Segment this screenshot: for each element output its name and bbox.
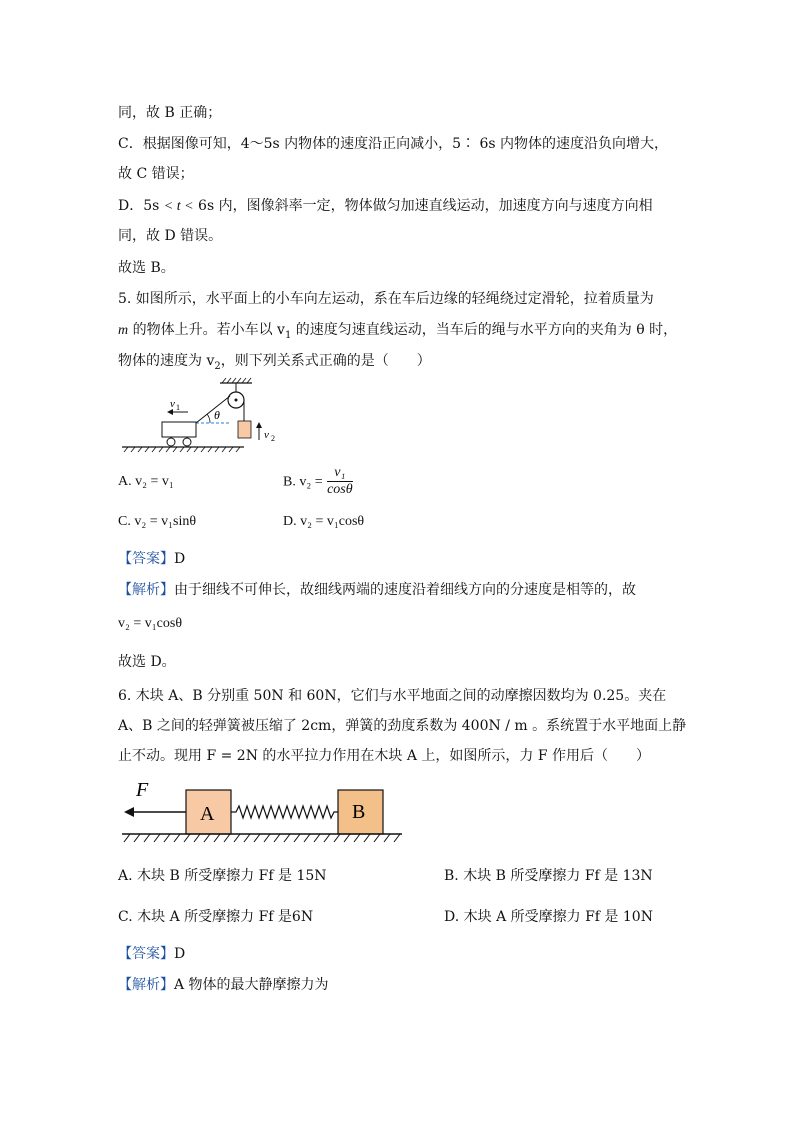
text-seg: ，则下列关系式正确的是（ ） — [220, 353, 431, 369]
answer-tag: 【答案】 — [118, 946, 174, 962]
option-d[interactable]: D. v₂ = v₁cosθ — [283, 514, 365, 529]
option-a[interactable]: A. 木块 B 所受摩擦力 Ff 是 15N — [118, 868, 327, 884]
subscript: 2 — [214, 360, 221, 372]
theta-label: θ — [214, 408, 220, 422]
blocks-spring-figure — [118, 776, 408, 848]
text-line: 故 C 错误； — [118, 166, 194, 182]
conclusion-line: 故选 D。 — [118, 654, 176, 670]
answer-tag: 【答案】 — [118, 551, 174, 567]
block-a-label: A — [200, 803, 215, 825]
fraction-numerator: v₁ — [327, 465, 353, 482]
analysis-formula: v₂ = v₁cosθ — [118, 616, 183, 631]
analysis-text: A 物体的最大静摩擦力为 — [174, 977, 329, 993]
question-6-stem: A、B 之间的轻弹簧被压缩了 2cm，弹簧的劲度系数为 400N / m 。系统置于水平地面上静 — [118, 718, 687, 734]
answer-line — [118, 549, 185, 569]
option-d[interactable]: D. 木块 A 所受摩擦力 Ff 是 10N — [444, 909, 653, 925]
answer-value: D — [174, 551, 186, 567]
question-5-stem — [118, 351, 431, 377]
block-b-label: B — [352, 801, 366, 823]
fraction — [327, 465, 353, 498]
option-a[interactable]: A. v₂ = v₁ — [118, 474, 174, 489]
option-b[interactable]: B. 木块 B 所受摩擦力 Ff 是 13N — [444, 868, 653, 884]
option-c[interactable]: C. 木块 A 所受摩擦力 Ff 是6N — [118, 909, 314, 925]
question-5-stem: 5. 如图所示，水平面上的小车向左运动，系在车后边缘的轻绳绕过定滑轮，拉着质量为 — [118, 291, 654, 307]
v1-label: v — [170, 398, 175, 410]
text-seg: D．5s — [118, 198, 160, 214]
spring — [231, 806, 338, 818]
v2-sub: 2 — [271, 434, 275, 443]
hanging-block — [238, 421, 251, 438]
question-6-stem: 6. 木块 A、B 分别重 50N 和 60N，它们与水平地面之间的动摩擦因数均为 0.25。夹在 — [118, 688, 667, 704]
text-line: 同，故 D 错误。 — [118, 228, 223, 244]
text-line: C．根据图像可知，4～5s 内物体的速度沿正向减小，5∶ 6s 内物体的速度沿负向增大， — [118, 136, 669, 152]
analysis-tag: 【解析】 — [118, 977, 174, 993]
math-var: m — [118, 323, 129, 338]
answer-value: D — [174, 946, 186, 962]
v1-sub: 1 — [176, 403, 180, 412]
text-line: 故选 B。 — [118, 260, 175, 276]
option-b-prefix: B. v₂ = — [283, 474, 323, 490]
fraction-denominator: cosθ — [327, 482, 353, 497]
option-b[interactable] — [283, 465, 353, 498]
math-inequality: < t < — [163, 199, 194, 214]
cart-pulley-figure — [118, 376, 288, 458]
text-seg: 6s 内，图像斜率一定，物体做匀加速直线运动，加速度方向与速度方向相 — [198, 198, 653, 214]
question-5-stem — [118, 320, 677, 346]
analysis-line — [118, 975, 329, 995]
v2-label: v — [264, 429, 269, 441]
answer-line — [118, 944, 185, 964]
analysis-tag: 【解析】 — [118, 582, 174, 598]
text-seg: 物体的速度为 v — [118, 353, 215, 369]
analysis-text: 由于细线不可伸长，故细线两端的速度沿着细线方向的分速度是相等的，故 — [174, 582, 636, 598]
question-6-stem: 止不动。现用 F = 2N 的水平拉力作用在木块 A 上，如图所示，力 F 作用后（ ） — [118, 748, 651, 764]
text-line — [118, 196, 653, 217]
text-line: 同，故 B 正确； — [118, 105, 222, 121]
subscript: 1 — [284, 329, 292, 341]
cart — [162, 422, 196, 437]
option-c[interactable]: C. v₂ = v₁sinθ — [118, 514, 197, 529]
text-seg: 的物体上升。若小车以 v — [128, 322, 285, 338]
force-label: F — [136, 779, 149, 801]
analysis-line — [118, 580, 636, 600]
text-seg: 的速度匀速直线运动，当车后的绳与水平方向的夹角为 θ 时， — [291, 322, 678, 338]
